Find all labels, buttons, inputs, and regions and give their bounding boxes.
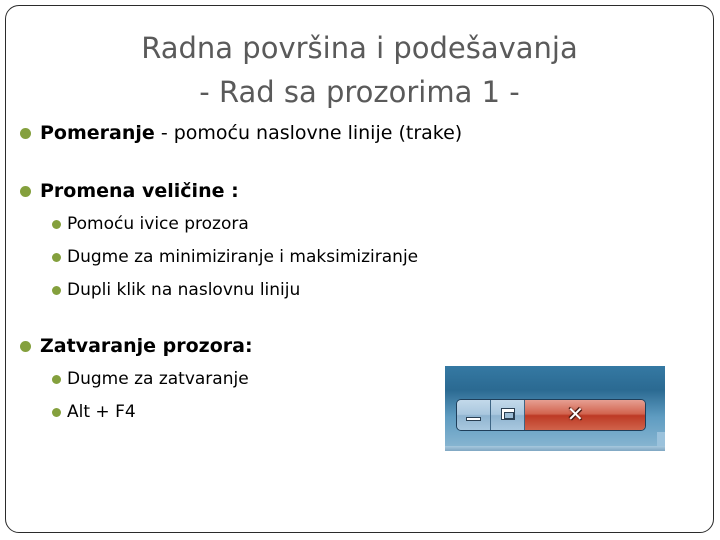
close-icon: ✕ <box>567 402 584 426</box>
sub-bullet <box>52 247 418 267</box>
bullet-dot <box>52 375 61 384</box>
maximize-icon <box>501 408 515 420</box>
maximize-button <box>491 400 525 430</box>
title-line-2: - Rad sa prozorima 1 - <box>199 75 520 109</box>
sub-bullet <box>52 214 249 234</box>
sub-bullet-text: Pomoću ivice prozora <box>67 214 249 234</box>
title-line-1: Radna površina i podešavanja <box>141 31 578 65</box>
bullet-heading: Pomeranje <box>40 122 155 144</box>
slide <box>5 5 714 533</box>
sub-bullet-text: Dugme za minimiziranje i maksimiziranje <box>67 247 419 267</box>
window-frame-bottom <box>445 446 665 451</box>
minimize-button <box>457 400 491 430</box>
minimize-icon <box>466 417 481 421</box>
sub-bullet <box>52 280 300 300</box>
sub-bullet-text: Alt + F4 <box>67 402 136 422</box>
bullet-promena-velicine <box>20 180 239 202</box>
sub-bullet <box>52 402 136 422</box>
bullet-dot <box>52 220 61 229</box>
bullet-dot <box>52 286 61 295</box>
bullet-heading: Promena veličine : <box>40 180 239 202</box>
bullet-pomeranje <box>20 122 462 144</box>
window-caption-buttons <box>456 399 646 431</box>
bullet-text: - pomoću naslovne linije (trake) <box>154 122 463 144</box>
bullet-dot <box>52 408 61 417</box>
bullet-heading: Zatvaranje prozora: <box>40 335 253 357</box>
slide-title <box>6 26 713 114</box>
bullet-dot <box>20 128 31 139</box>
window-controls-image <box>445 366 665 451</box>
sub-bullet-text: Dugme za zatvaranje <box>67 369 249 389</box>
bullet-dot <box>20 186 31 197</box>
sub-bullet-text: Dupli klik na naslovnu liniju <box>67 280 301 300</box>
bullet-dot <box>20 341 31 352</box>
sub-bullet <box>52 369 249 389</box>
bullet-zatvaranje-prozora <box>20 335 253 357</box>
bullet-dot <box>52 253 61 262</box>
close-button <box>525 400 645 430</box>
